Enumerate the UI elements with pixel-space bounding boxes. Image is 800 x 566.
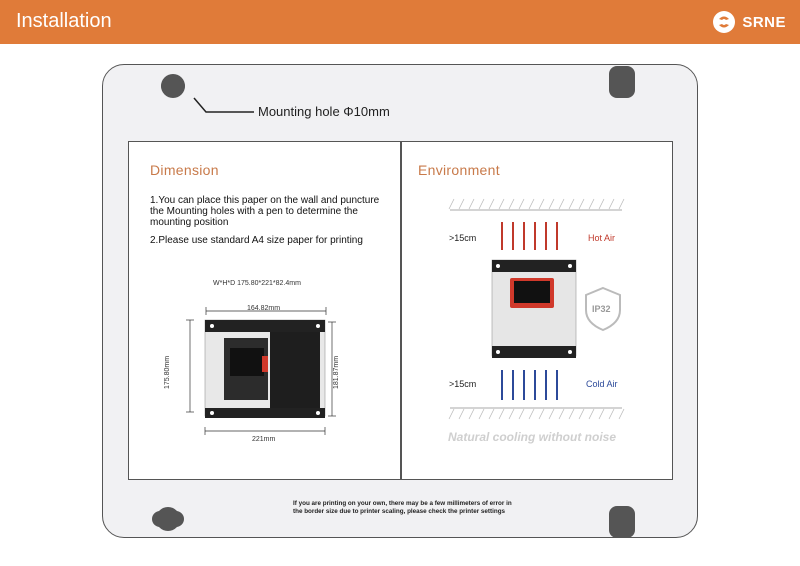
mounting-hole-label: Mounting hole Φ10mm (258, 104, 390, 119)
dimension-drawing (172, 298, 352, 448)
header-bar (0, 0, 800, 44)
bottom-clearance: >15cm (449, 379, 477, 389)
mounting-hole-top-left (155, 70, 191, 102)
ip-rating: IP32 (592, 304, 611, 314)
cold-air-label: Cold Air (586, 379, 618, 389)
bottom-width-label: 221mm (252, 436, 276, 443)
right-height-label: 181.87mm (333, 355, 341, 390)
page-title: Installation (16, 10, 112, 32)
instruction-1: 1.You can place this paper on the wall and puncture the Mounting holes with a pen to determine the mounting position (150, 195, 380, 228)
left-height-label: 175.80mm (164, 355, 172, 390)
dimension-title: Dimension (150, 162, 219, 178)
top-clearance: >15cm (449, 233, 477, 243)
cooling-caption: Natural cooling without noise (448, 430, 616, 444)
brand-logo (712, 9, 786, 35)
hot-air-label: Hot Air (588, 233, 616, 243)
srne-logo-icon (712, 10, 736, 34)
panel-divider (400, 141, 402, 480)
mounting-hole-bottom-right (608, 506, 636, 538)
brand-name: SRNE (742, 13, 786, 31)
printing-note: If you are printing on your own, there may be a few millimeters of error in the border size due to printer scaling, please check the printer settings (293, 500, 512, 515)
instruction-2: 2.Please use standard A4 size paper for printing (150, 235, 363, 246)
environment-title: Environment (418, 162, 500, 178)
mounting-hole-bottom-left (150, 503, 186, 535)
mounting-hole-top-right (608, 66, 636, 98)
whd-label: W*H*D 175.80*221*82.4mm (213, 280, 301, 287)
top-width-label: 164.82mm (247, 305, 281, 312)
callout-line (190, 96, 260, 118)
